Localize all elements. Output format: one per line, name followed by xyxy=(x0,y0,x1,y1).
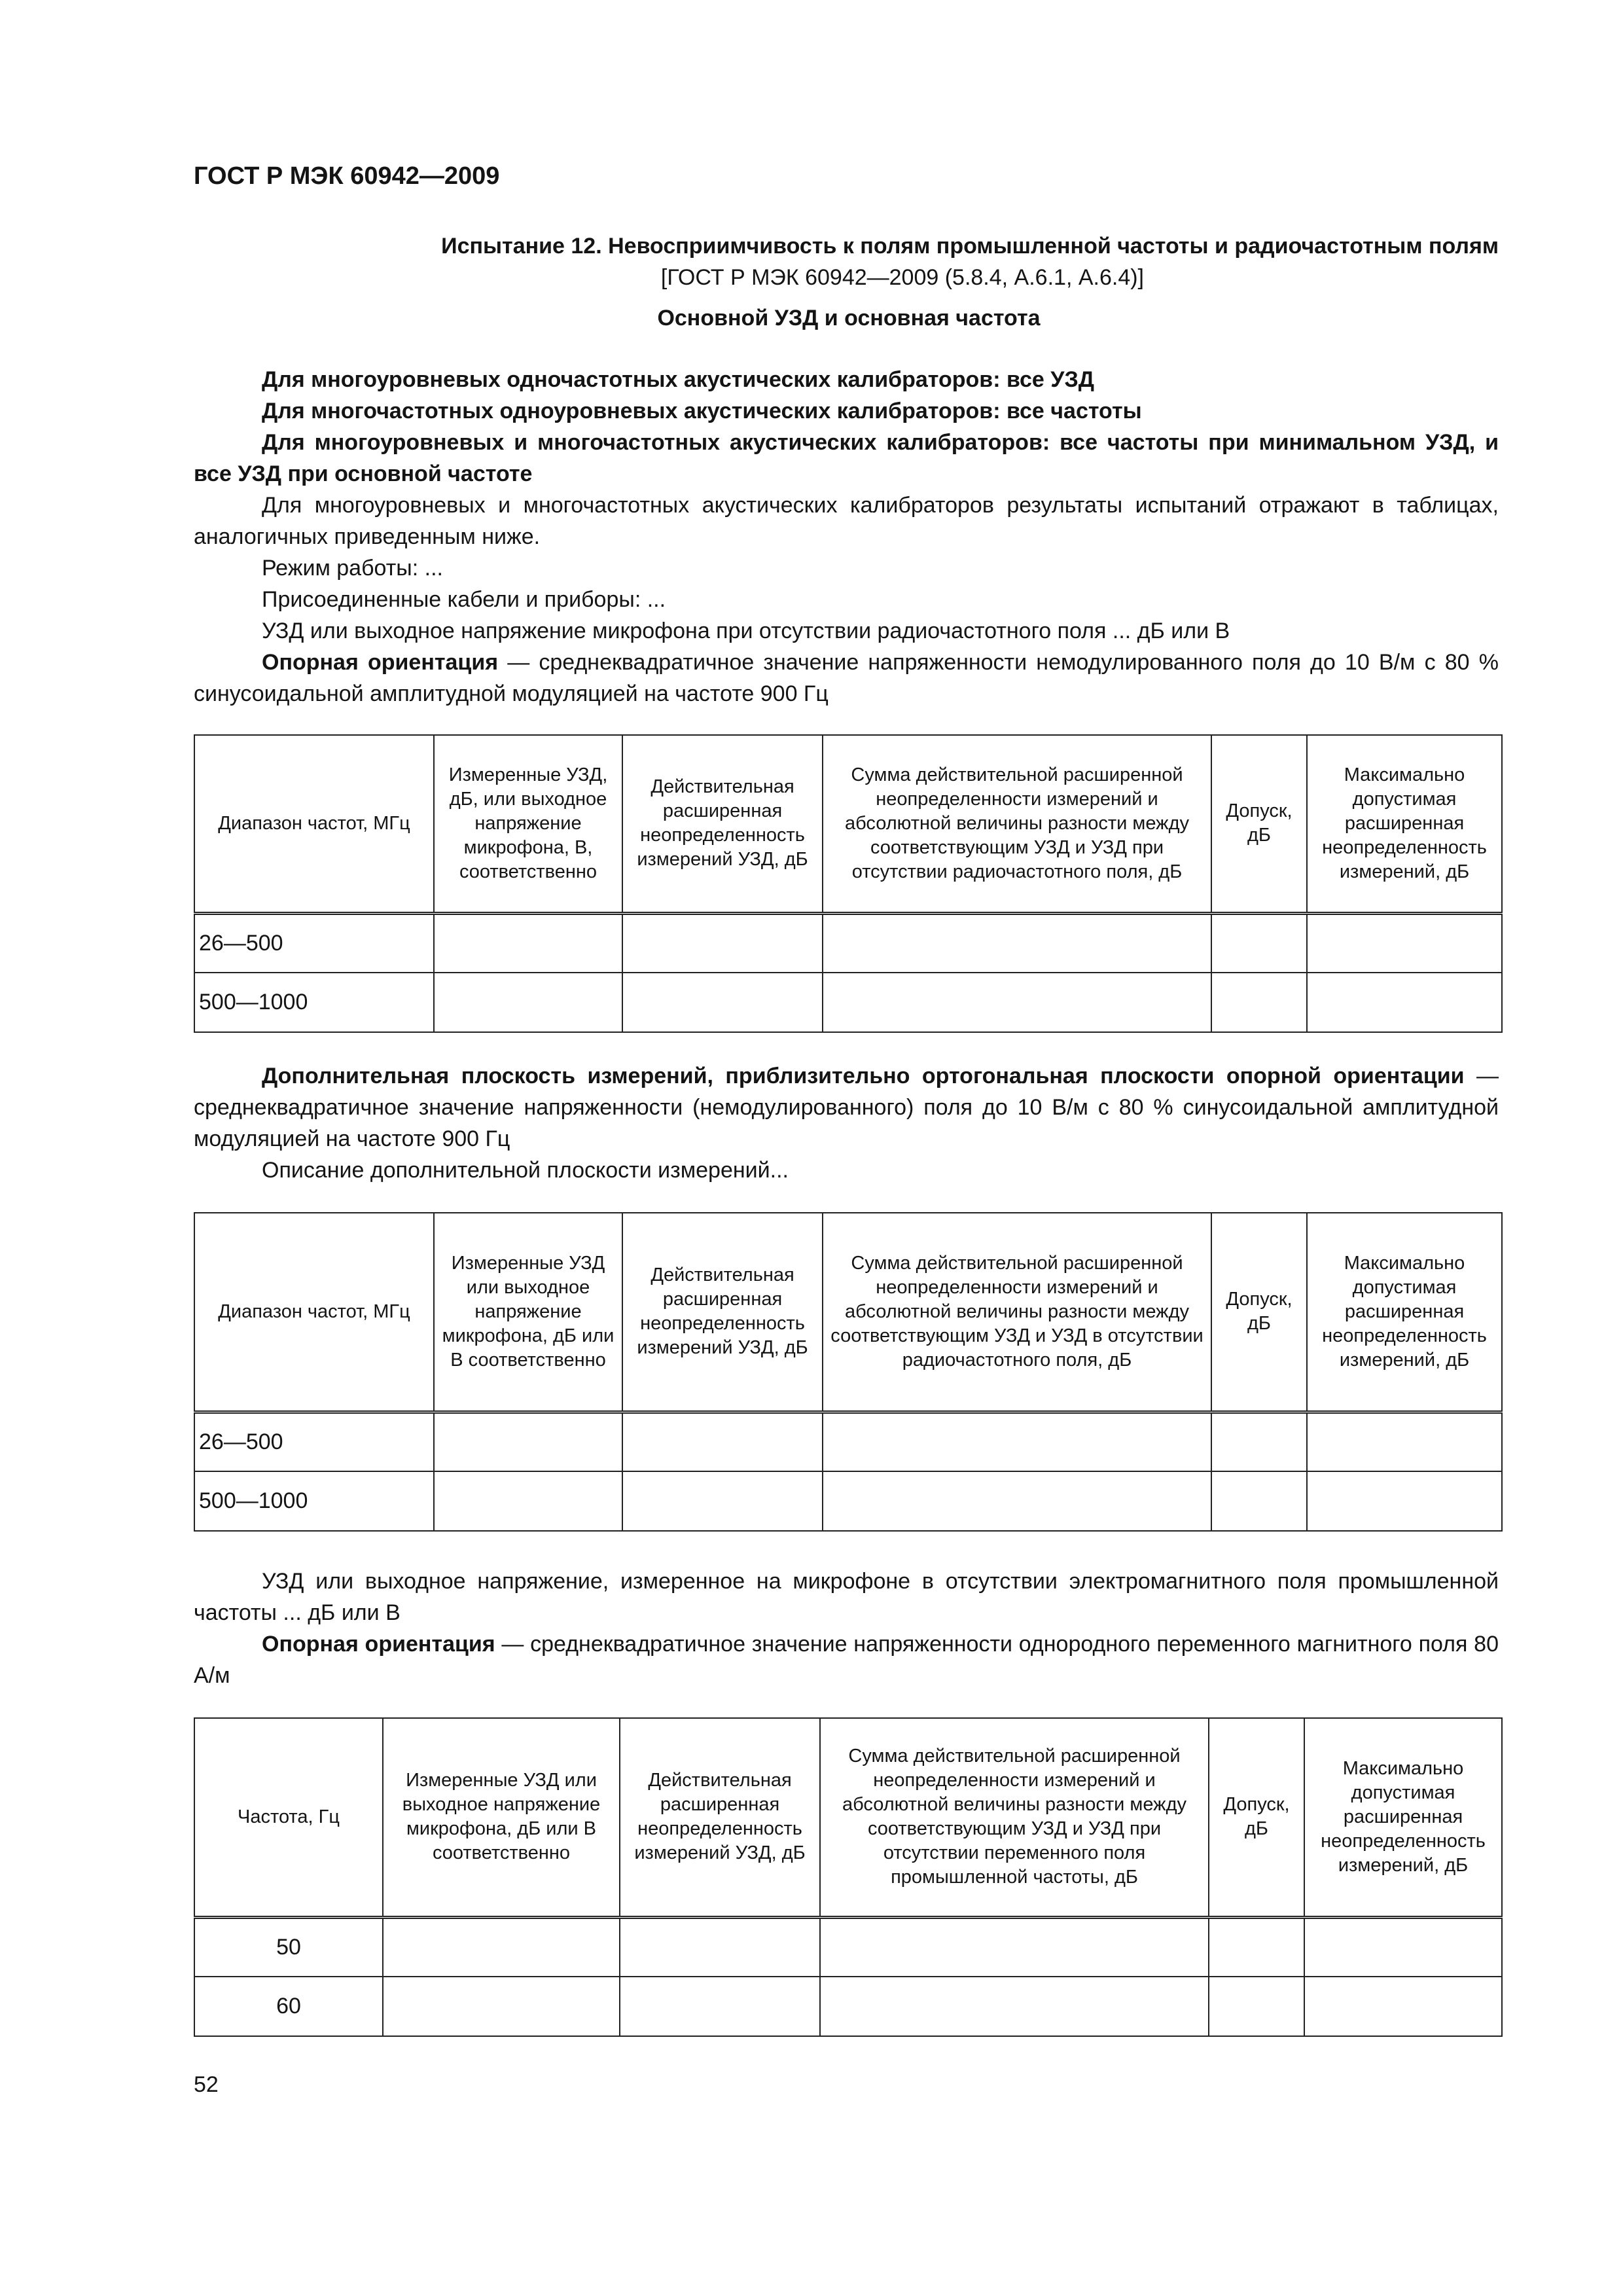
reference-orientation-label: Опорная ориентация xyxy=(262,650,499,675)
empty-cell xyxy=(1307,913,1502,973)
empty-cell xyxy=(622,1412,823,1471)
empty-cell xyxy=(622,973,823,1032)
bold-line-3: Для многоуровневых и многочастотных акустических калибраторов: все частоты при минимальном УЗД, и все УЗД при основной частоте xyxy=(194,430,1499,486)
reference-orientation-text: — среднеквадратичное значение напряженности однородного переменного магнитного поля 80 А/м xyxy=(194,1632,1499,1688)
bold-line-2: Для многочастотных одноуровневых акустических калибраторов: все частоты xyxy=(262,399,1142,423)
header-frequency-range: Диапазон частот, МГц xyxy=(194,735,434,913)
empty-cell xyxy=(1307,973,1502,1032)
additional-plane-text: — среднеквадратичное значение напряженности (немодулированного) поля до 10 В/м с 80 % синусоидальной амплитудной модуляцией на частоте 900 Гц xyxy=(194,1064,1499,1151)
header-uncertainty-sum: Сумма действительной расширенной неопределенности измерений и абсолютной величины разности между соответствующим УЗД и УЗД в отсутствии радиочастотного поля, дБ xyxy=(823,1213,1211,1412)
table-row xyxy=(194,913,1502,973)
header-actual-uncertainty: Действительная расширенная неопределенность измерений УЗД, дБ xyxy=(622,1213,823,1412)
header-uncertainty-sum: Сумма действительной расширенной неопределенности измерений и абсолютной величины разности между соответствующим УЗД и УЗД при отсутствии радиочастотного поля, дБ xyxy=(823,735,1211,913)
frequency-cell: 26—500 xyxy=(194,913,434,973)
power-frequency-results-table xyxy=(194,1717,1503,2037)
reference-orientation-label: Опорная ориентация xyxy=(262,1632,495,1657)
table-row xyxy=(194,973,1502,1032)
empty-cell xyxy=(383,1977,620,2036)
header-max-uncertainty: Максимально допустимая расширенная неопределенность измерений, дБ xyxy=(1307,1213,1502,1412)
reference-orientation-paragraph xyxy=(194,647,1499,709)
empty-cell xyxy=(434,973,622,1032)
test-title: Испытание 12. Невосприимчивость к полям промышленной частоты и радиочастотным полям xyxy=(441,234,1499,259)
empty-cell xyxy=(434,1471,622,1531)
table-header-row xyxy=(194,1213,1502,1412)
empty-cell xyxy=(622,1471,823,1531)
section-subheading: Основной УЗД и основная частота xyxy=(657,306,1041,331)
empty-cell xyxy=(823,913,1211,973)
empty-cell xyxy=(820,1917,1209,1977)
reference-orientation-text: — среднеквадратичное значение напряженности немодулированного поля до 10 В/м с 80 % синусоидальной амплитудной модуляцией на частоте 900 Гц xyxy=(194,650,1499,706)
empty-cell xyxy=(622,913,823,973)
empty-cell xyxy=(1211,913,1307,973)
header-measured-level: Измеренные УЗД, дБ, или выходное напряжение микрофона, В, соответственно xyxy=(434,735,622,913)
table-row xyxy=(194,1471,1502,1531)
empty-cell xyxy=(823,1412,1211,1471)
empty-cell xyxy=(1304,1977,1502,2036)
frequency-cell: 500—1000 xyxy=(194,973,434,1032)
level-paragraph: УЗД или выходное напряжение микрофона при отсутствии радиочастотного поля ... дБ или В xyxy=(262,619,1230,643)
empty-cell xyxy=(820,1977,1209,2036)
table-row xyxy=(194,1917,1502,1977)
table-header-row xyxy=(194,1718,1502,1917)
bold-line-1: Для многоуровневых одночастотных акустических калибраторов: все УЗД xyxy=(262,367,1094,392)
test-reference: [ГОСТ Р МЭК 60942—2009 (5.8.4, А.6.1, А.6.4)] xyxy=(660,265,1144,290)
empty-cell xyxy=(1211,1412,1307,1471)
header-frequency: Частота, Гц xyxy=(194,1718,383,1917)
table-row xyxy=(194,1977,1502,2036)
empty-cell xyxy=(434,913,622,973)
empty-cell xyxy=(1209,1917,1304,1977)
header-max-uncertainty: Максимально допустимая расширенная неопределенность измерений, дБ xyxy=(1304,1718,1502,1917)
header-tolerance: Допуск, дБ xyxy=(1211,1213,1307,1412)
header-frequency-range: Диапазон частот, МГц xyxy=(194,1213,434,1412)
power-frequency-level-paragraph: УЗД или выходное напряжение, измеренное на микрофоне в отсутствии электромагнитного поля промышленной частоты ... дБ или В xyxy=(194,1569,1499,1625)
empty-cell xyxy=(434,1412,622,1471)
power-frequency-block xyxy=(194,1566,1499,1691)
empty-cell xyxy=(1307,1471,1502,1531)
empty-cell xyxy=(823,973,1211,1032)
test-reference-line xyxy=(194,262,1499,293)
intro-block xyxy=(194,364,1499,709)
empty-cell xyxy=(620,1977,820,2036)
plane-description-paragraph: Описание дополнительной плоскости измерений... xyxy=(262,1158,789,1183)
frequency-cell: 60 xyxy=(194,1977,383,2036)
empty-cell xyxy=(1209,1977,1304,2036)
empty-cell xyxy=(1304,1917,1502,1977)
rf-results-table-additional-plane xyxy=(194,1212,1503,1532)
frequency-cell: 50 xyxy=(194,1917,383,1977)
empty-cell xyxy=(1211,1471,1307,1531)
header-tolerance: Допуск, дБ xyxy=(1211,735,1307,913)
rf-results-table-reference xyxy=(194,734,1503,1033)
header-max-uncertainty: Максимально допустимая расширенная неопределенность измерений, дБ xyxy=(1307,735,1502,913)
page-number: 52 xyxy=(194,2072,219,2097)
empty-cell xyxy=(1307,1412,1502,1471)
header-measured-level: Измеренные УЗД или выходное напряжение микрофона, дБ или В соответственно xyxy=(383,1718,620,1917)
header-uncertainty-sum: Сумма действительной расширенной неопределенности измерений и абсолютной величины разности между соответствующим УЗД и УЗД при отсутствии переменного поля промышленной частоты, дБ xyxy=(820,1718,1209,1917)
frequency-cell: 500—1000 xyxy=(194,1471,434,1531)
table-header-row xyxy=(194,735,1502,913)
header-tolerance: Допуск, дБ xyxy=(1209,1718,1304,1917)
additional-plane-block xyxy=(194,1060,1499,1186)
header-measured-level: Измеренные УЗД или выходное напряжение микрофона, дБ или В соответственно xyxy=(434,1213,622,1412)
empty-cell xyxy=(823,1471,1211,1531)
frequency-cell: 26—500 xyxy=(194,1412,434,1471)
reference-orientation-paragraph xyxy=(194,1628,1499,1691)
results-paragraph: Для многоуровневых и многочастотных акустических калибраторов результаты испытаний отражают в таблицах, аналогичных приведенным ниже. xyxy=(194,493,1499,549)
empty-cell xyxy=(620,1917,820,1977)
additional-plane-paragraph xyxy=(194,1060,1499,1155)
cables-paragraph: Присоединенные кабели и приборы: ... xyxy=(262,587,666,612)
mode-paragraph: Режим работы: ... xyxy=(262,556,443,581)
empty-cell xyxy=(1211,973,1307,1032)
header-actual-uncertainty: Действительная расширенная неопределенность измерений УЗД, дБ xyxy=(622,735,823,913)
standard-header: ГОСТ Р МЭК 60942—2009 xyxy=(194,162,500,190)
empty-cell xyxy=(383,1917,620,1977)
additional-plane-label: Дополнительная плоскость измерений, приблизительно ортогональная плоскости опорной ориентации xyxy=(262,1064,1465,1088)
header-actual-uncertainty: Действительная расширенная неопределенность измерений УЗД, дБ xyxy=(620,1718,820,1917)
table-row xyxy=(194,1412,1502,1471)
